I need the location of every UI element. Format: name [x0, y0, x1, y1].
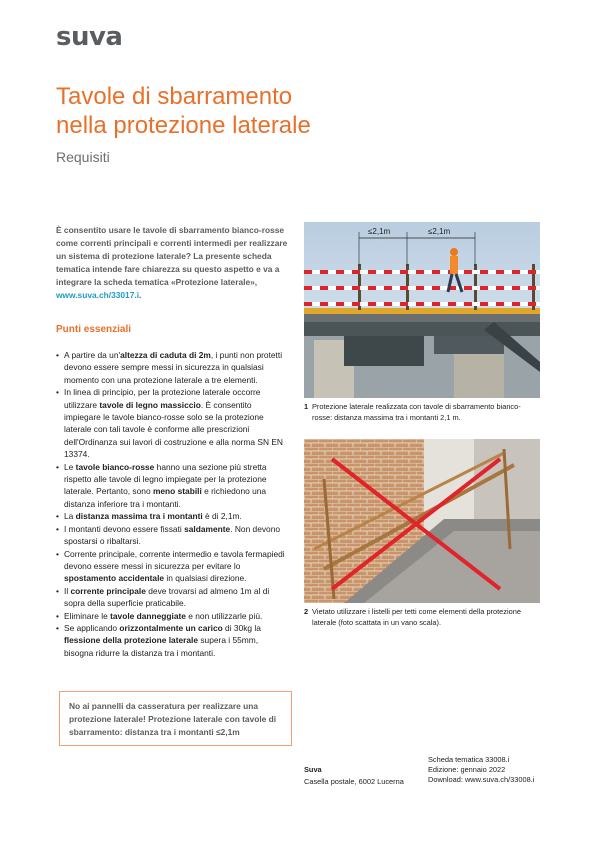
bullet-text: supera i 55mm, bisogna ridurre la distanza tra i montanti. — [64, 635, 259, 658]
bullet-emphasis: altezza di caduta di 2m — [120, 350, 211, 360]
bullet-emphasis: corrente principale — [70, 585, 146, 596]
stairwell-prohibited-illustration — [304, 439, 540, 603]
footer-address — [304, 764, 404, 787]
figure-1-photo — [304, 222, 540, 398]
bullet-text: Se applicando — [64, 622, 120, 633]
bullet-emphasis: tavole danneggiate — [110, 610, 186, 621]
bullet-item — [56, 349, 288, 386]
section-title: Punti essenziali — [56, 324, 132, 335]
bullet-item — [56, 386, 288, 460]
bullet-text: A partire da un' — [64, 350, 121, 360]
bullet-text: è di 2,1m. — [202, 511, 242, 522]
bullet-text: In linea di principio, per la protezione laterale occorre utilizzare — [64, 387, 261, 410]
figure-1-caption — [304, 402, 540, 423]
bullet-item — [56, 585, 288, 610]
bullet-emphasis: orizzontalmente un carico — [119, 622, 223, 633]
footer-sheet-number: Scheda tematica 33008.i — [428, 755, 510, 764]
bullet-emphasis: tavole di legno massiccio — [99, 399, 201, 410]
bullet-text: . È consentito impiegare le tavole bianco-rosse solo se la protezione laterale con tali tavole è conforme alle prescrizioni dell'Ordinanza sui lavori di costruzione e alla norma SN EN 13374. — [64, 399, 283, 460]
bullet-emphasis: meno stabili — [152, 486, 202, 497]
bullet-text: e richiedono una distanza inferiore tra i montanti. — [64, 486, 267, 509]
bullet-list — [56, 349, 288, 659]
footer-download-link[interactable]: Download: www.suva.ch/33008.i — [428, 775, 535, 785]
bullet-text: e non utilizzarle più. — [185, 610, 263, 621]
caption-number: 1 — [304, 402, 309, 411]
footer-meta — [428, 755, 534, 786]
title-line-1: Tavole di sbarramento — [56, 83, 293, 110]
intro-end: . — [139, 290, 142, 301]
warning-note-box: No ai pannelli da casseratura per realizzare una protezione laterale! Protezione laterale con tavole di sbarramento: distanza tra i montanti ≤2,1m — [59, 691, 292, 746]
bullet-text: hanno una sezione più stretta rispetto alle tavole di legno impiegate per la protezione laterale. Pertanto, sono — [64, 461, 267, 497]
bullet-text: Eliminare le — [64, 610, 111, 621]
bullet-item — [56, 523, 288, 548]
bullet-emphasis: distanza massima tra i montanti — [75, 511, 203, 522]
bullet-text: La — [64, 511, 76, 522]
bullet-text: di 30kg la — [222, 622, 261, 633]
bullet-text: I montanti devono essere fissati — [64, 523, 185, 534]
bullet-emphasis: flessione della protezione laterale — [64, 635, 199, 646]
scaffold-barrier-illustration — [304, 222, 540, 398]
bullet-text: Corrente principale, corrente intermedio e tavola fermapiedi devono essere messi in sicurezza per evitare lo — [64, 548, 285, 571]
caption-text: Protezione laterale realizzata con tavole di sbarramento bianco-rosse: distanza massima tra i montanti 2,1 m. — [312, 402, 521, 422]
bullet-item — [56, 548, 288, 585]
bullet-emphasis: saldamente — [184, 523, 231, 534]
bullet-text: , i punti non protetti devono essere sempre messi in sicurezza in qualsiasi momento con una protezione laterale a tre elementi. — [64, 350, 283, 385]
page-subtitle: Requisiti — [56, 149, 110, 165]
bullet-emphasis: tavole bianco-rosse — [75, 461, 155, 472]
bullet-emphasis: spostamento accidentale — [64, 573, 165, 584]
bullet-item — [56, 510, 288, 522]
footer-org: Suva — [304, 765, 322, 774]
bullet-text: Il — [64, 585, 71, 596]
title-line-2: nella protezione laterale — [56, 112, 311, 139]
bullet-item — [56, 461, 288, 511]
footer-edition: Edizione: gennaio 2022 — [428, 765, 506, 775]
intro-link[interactable]: www.suva.ch/33017.i — [56, 290, 140, 301]
caption-number: 2 — [304, 607, 309, 616]
suva-logo: suva — [56, 22, 123, 52]
bullet-text: deve trovarsi ad almeno 1m al di sopra della superficie praticabile. — [64, 585, 270, 609]
bullet-text: . Non devono spostarsi o ribaltarsi. — [64, 523, 281, 547]
caption-text: Vietato utilizzare i listelli per tetti come elementi della protezione laterale (foto scattata in un vano scala). — [312, 607, 521, 627]
intro-paragraph — [56, 224, 288, 303]
bullet-text: Le — [64, 461, 76, 472]
intro-text: È consentito usare le tavole di sbarramento bianco-rosse come correnti principali e correnti intermedi per realizzare un sistema di protezione laterale? La presente scheda tematica intende fare chiarezza su questo aspetto e va a integrare la scheda tematica «Protezione laterale», — [56, 225, 288, 288]
bullet-text: in qualsiasi direzione. — [164, 573, 247, 584]
figure-2-photo — [304, 439, 540, 603]
dimension-label-right: ≤2,1m — [428, 227, 451, 236]
footer-postal: Casella postale, 6002 Lucerna — [304, 776, 404, 786]
bullet-item — [56, 622, 288, 659]
figure-2-caption — [304, 607, 540, 628]
page-title — [56, 82, 476, 140]
dimension-label-left: ≤2,1m — [368, 227, 391, 236]
bullet-item — [56, 610, 288, 622]
